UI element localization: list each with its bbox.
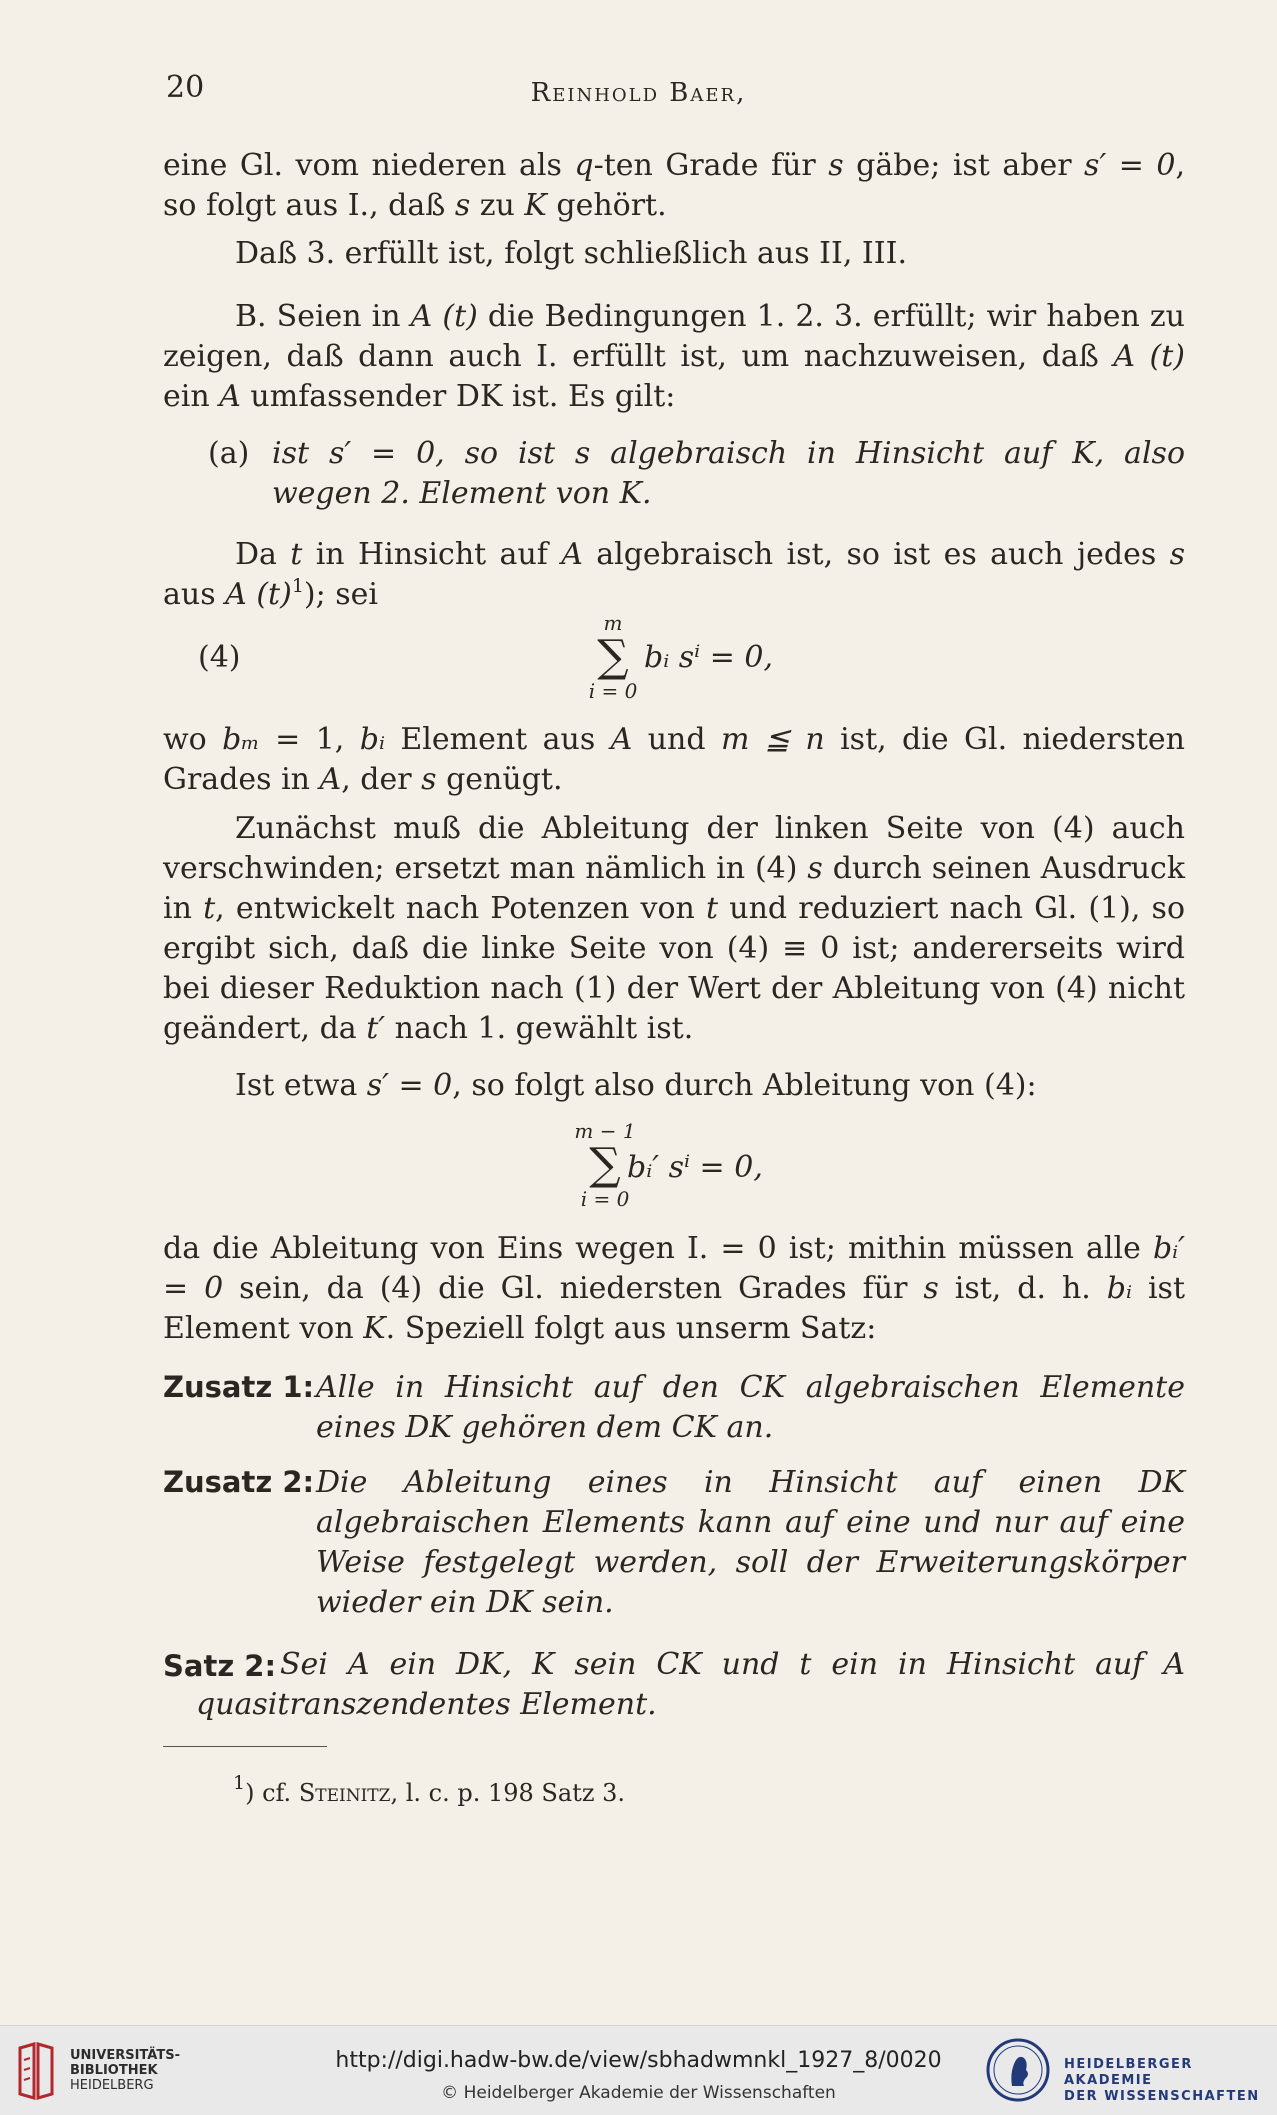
paragraph-7: Ist etwa s′ = 0, so folgt also durch Ableitung von (4): <box>235 1068 1037 1103</box>
running-head: Reinhold Baer, <box>530 78 747 108</box>
library-name[interactable]: UNIVERSITÄTS- BIBLIOTHEK HEIDELBERG <box>70 2048 180 2093</box>
footnote: $^1$) cf. Steinitz, l. c. p. 198 Satz 3. <box>233 1772 625 1807</box>
paragraph-5: wo bₘ = 1, bᵢ Element aus A und m ≦ n ist, die Gl. niedersten Grades in A, der s genügt. <box>163 722 1186 797</box>
equation-4-label: (4) <box>198 640 241 675</box>
satz-2-text-line-2: quasitranszendentes Element. <box>196 1687 657 1722</box>
sigma-icon: ∑ <box>597 631 629 682</box>
academy-name[interactable]: HEIDELBERGER AKADEMIE DER WISSENSCHAFTEN <box>1064 2057 1260 2104</box>
equation-5-sum: m − 1 ∑ i = 0 <box>565 1120 645 1210</box>
item-a-label: (a) <box>208 436 250 471</box>
footnote-divider <box>163 1746 327 1747</box>
paragraph-8: da die Ableitung von Eins wegen I. = 0 ist; mithin müssen alle bᵢ′ = 0 sein, da (4) die Gl. niedersten Grades für s ist, d. h. bᵢ ist Element von K. Speziell folgt aus unserm Satz: <box>163 1231 1186 1346</box>
zusatz-1-text: Alle in Hinsicht auf den CK algebraischen Elemente eines DK gehören dem CK an. <box>316 1370 1185 1445</box>
paragraph-3: B. Seien in A (t) die Bedingungen 1. 2. 3. erfüllt; wir haben zu zeigen, daß dann auch I. erfüllt ist, um nachzuweisen, daß A (t) ein A umfassender DK ist. Es gilt: <box>163 299 1185 414</box>
page-number: 20 <box>166 70 205 105</box>
zusatz-2-heading: Zusatz 2: <box>163 1465 315 1499</box>
item-a-text-line-1: ist s′ = 0, so ist s algebraisch in Hinsicht auf K, also <box>272 436 1185 471</box>
permalink-url[interactable]: http://digi.hadw-bw.de/view/sbhadwmnkl_1927_8/0020 <box>335 2048 942 2073</box>
equation-4-sum: m ∑ i = 0 <box>583 612 643 702</box>
satz-2-heading: Satz 2: <box>163 1649 277 1683</box>
viewer-footer <box>0 2025 1277 2115</box>
paragraph-4: Da t in Hinsicht auf A algebraisch ist, so ist es auch jedes s aus A $(t)^1$); sei <box>163 537 1186 612</box>
item-a-text-line-2: wegen 2. Element von K. <box>272 476 652 511</box>
copyright-notice: © Heidelberger Akademie der Wissenschaften <box>441 2083 836 2103</box>
footnote-ref: 1 <box>291 575 304 597</box>
paragraph-1: eine Gl. vom niederen als q-ten Grade für s gäbe; ist aber s′ = 0, so folgt aus I., daß s zu K gehört. <box>163 148 1186 223</box>
zusatz-2-text: Die Ableitung eines in Hinsicht auf einen DK algebraischen Elements kann auf eine und nur auf eine Weise festgelegt werden, soll der Erweiterungskörper wieder ein DK sein. <box>316 1465 1185 1620</box>
sigma-icon: ∑ <box>589 1139 621 1190</box>
equation-5-term: bᵢ′ sⁱ = 0, <box>627 1150 763 1185</box>
paragraph-6: Zunächst muß die Ableitung der linken Seite von (4) auch verschwinden; ersetzt man nämlich in (4) s durch seinen Ausdruck in t, entwickelt nach Potenzen von t und reduziert nach Gl. (1), so ergibt sich, daß die linke Seite von (4) ≡ 0 ist; andererseits wird bei dieser Reduktion nach (1) der Wert der Ableitung von (4) nicht geändert, da t′ nach 1. gewählt ist. <box>163 811 1186 1046</box>
zusatz-1-heading: Zusatz 1: <box>163 1370 315 1404</box>
satz-2-text-line-1: Sei A ein DK, K sein CK und t ein in Hinsicht auf A <box>280 1647 1185 1682</box>
equation-4-term: bᵢ sⁱ = 0, <box>644 640 774 675</box>
hadw-seal-icon[interactable] <box>986 2038 1050 2102</box>
paragraph-2: Daß 3. erfüllt ist, folgt schließlich aus II, III. <box>235 236 907 271</box>
